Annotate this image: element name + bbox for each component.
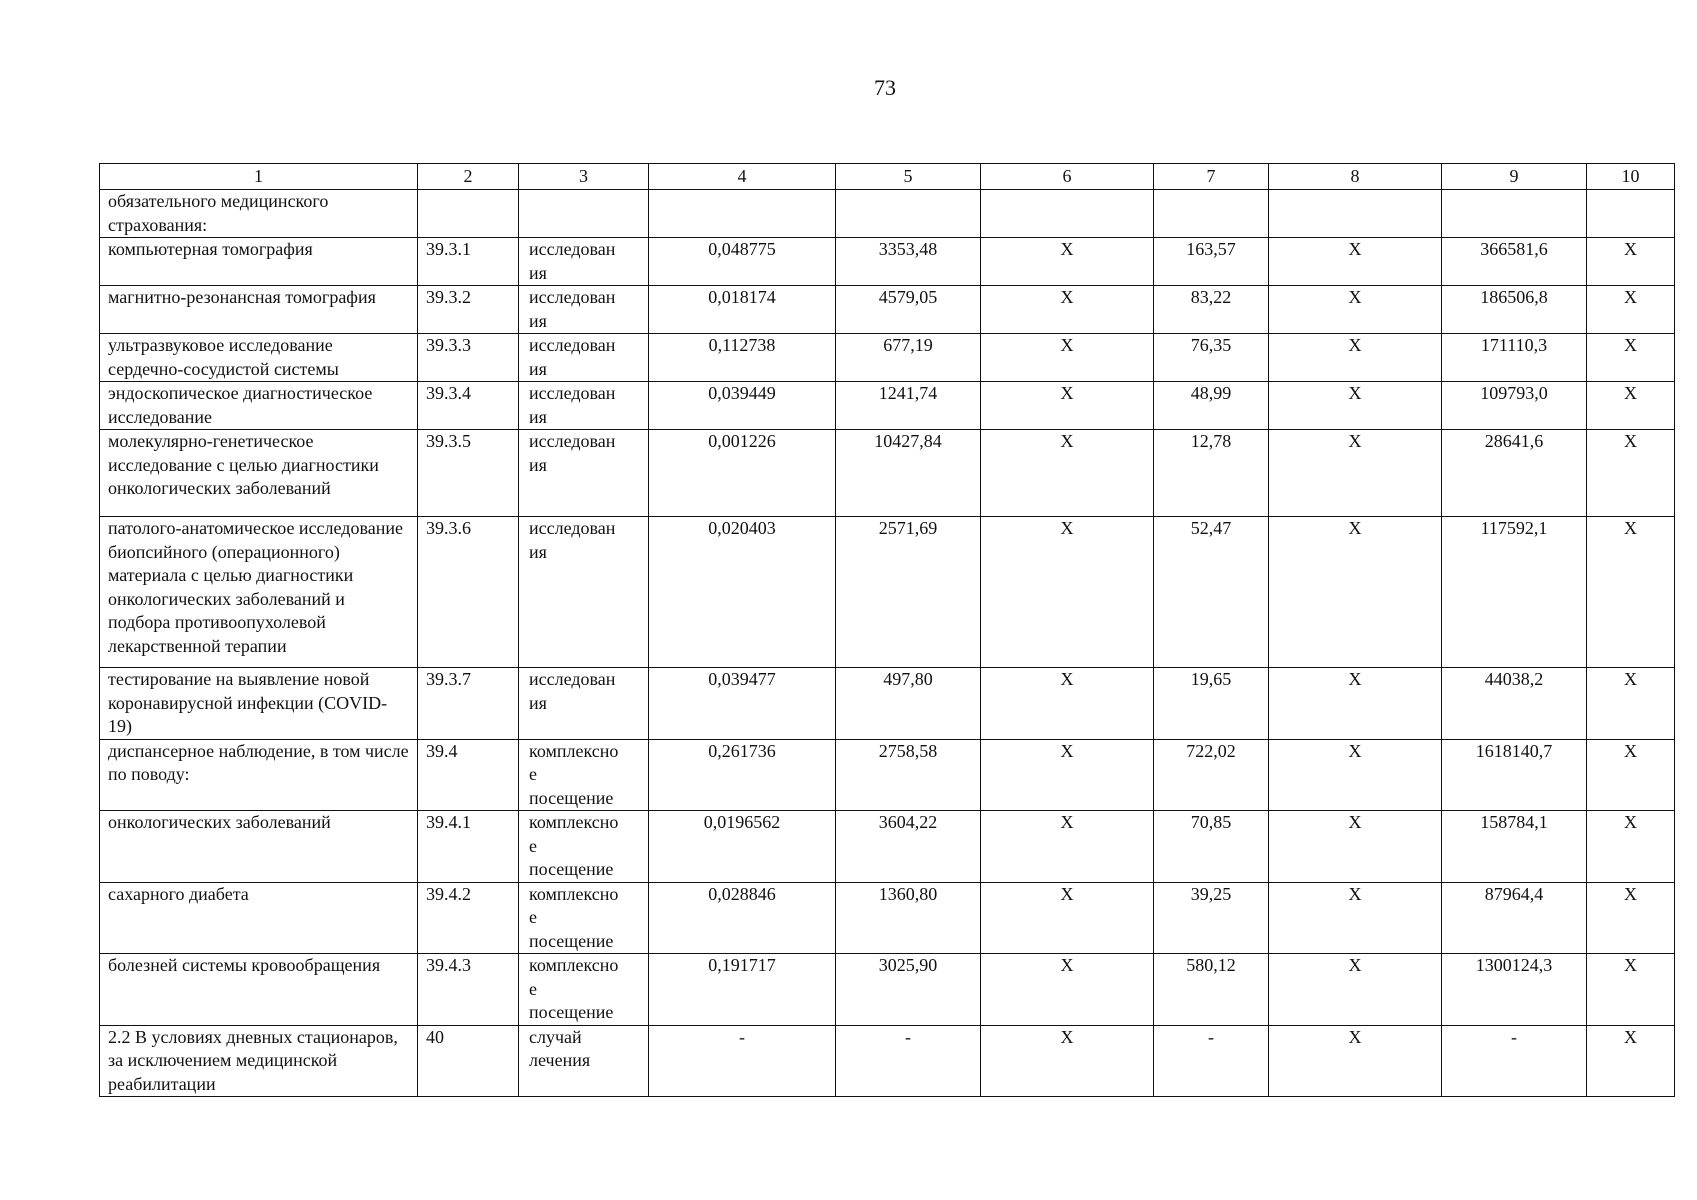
total-cost-cell bbox=[1442, 517, 1587, 668]
col10-cell bbox=[1587, 517, 1675, 668]
cell-text: болезней системы кровообращения bbox=[108, 955, 381, 975]
col6-cell bbox=[981, 1025, 1154, 1097]
cell-text: 1241,74 bbox=[878, 383, 938, 403]
col10-cell bbox=[1587, 739, 1675, 811]
total-cost-cell bbox=[1442, 238, 1587, 286]
cost-norm-cell bbox=[836, 517, 981, 668]
cell-text: X bbox=[1624, 239, 1637, 259]
code-cell bbox=[418, 882, 519, 954]
cell-text: комплексно е посещение bbox=[529, 812, 619, 879]
col6-cell bbox=[981, 954, 1154, 1026]
cell-text: 39.4.3 bbox=[426, 955, 471, 975]
description-cell bbox=[100, 811, 418, 883]
code-cell bbox=[418, 811, 519, 883]
cell-text: 0,028846 bbox=[708, 883, 776, 904]
header-cell: 6 bbox=[981, 164, 1154, 190]
cell-text: 10427,84 bbox=[874, 431, 942, 451]
description-cell bbox=[100, 1025, 418, 1097]
code-cell bbox=[418, 286, 519, 334]
description-cell bbox=[100, 882, 418, 954]
cell-text: 3353,48 bbox=[878, 239, 938, 259]
header-cell: 8 bbox=[1269, 164, 1442, 190]
cell-text: 0,018174 bbox=[708, 287, 776, 307]
cell-text: 76,35 bbox=[1190, 335, 1232, 355]
col6-cell bbox=[981, 668, 1154, 740]
table-row bbox=[100, 1025, 1675, 1097]
col10-cell bbox=[1587, 190, 1675, 238]
unit-cell bbox=[519, 954, 649, 1026]
cell-text: исследован ия bbox=[529, 239, 616, 283]
col10-cell bbox=[1587, 238, 1675, 286]
cost-norm-cell bbox=[836, 334, 981, 382]
cell-text: X bbox=[1060, 669, 1074, 689]
per-capita-cell bbox=[1154, 668, 1269, 740]
cell-text: 2.2 В условиях дневных стационаров, за исключением медицинской реабилитации bbox=[108, 1026, 398, 1094]
cell-text: 0,0196562 bbox=[703, 812, 781, 832]
description-cell bbox=[100, 382, 418, 430]
unit-cell bbox=[519, 334, 649, 382]
volume-norm-cell bbox=[649, 430, 836, 517]
table-row bbox=[100, 430, 1675, 517]
total-cost-cell bbox=[1442, 882, 1587, 954]
volume-norm-cell bbox=[649, 190, 836, 238]
cost-norm-cell bbox=[836, 190, 981, 238]
cell-text: X bbox=[1348, 1026, 1362, 1047]
cell-text: 117592,1 bbox=[1480, 518, 1548, 538]
code-cell bbox=[418, 517, 519, 668]
col6-cell bbox=[981, 739, 1154, 811]
col10-cell bbox=[1587, 334, 1675, 382]
cell-text: X bbox=[1348, 431, 1362, 451]
code-cell bbox=[418, 382, 519, 430]
header-cell: 10 bbox=[1587, 164, 1675, 190]
col8-cell bbox=[1269, 517, 1442, 668]
cell-text: 39.3.3 bbox=[426, 335, 471, 355]
description-cell bbox=[100, 954, 418, 1026]
unit-cell bbox=[519, 382, 649, 430]
header-cell: 1 bbox=[100, 164, 418, 190]
cell-text: 1360,80 bbox=[878, 883, 938, 904]
unit-cell bbox=[519, 190, 649, 238]
cell-text: эндоскопическое диагностическое исследование bbox=[108, 383, 373, 427]
cell-text: исследован ия bbox=[529, 335, 616, 379]
unit-cell bbox=[519, 517, 649, 668]
cell-text: X bbox=[1348, 518, 1362, 538]
cell-text: 39.4.2 bbox=[426, 883, 471, 904]
cell-text: X bbox=[1348, 383, 1362, 403]
table-row bbox=[100, 190, 1675, 238]
per-capita-cell bbox=[1154, 382, 1269, 430]
col10-cell bbox=[1587, 430, 1675, 517]
table-row bbox=[100, 238, 1675, 286]
cost-norm-cell bbox=[836, 430, 981, 517]
cell-text: исследован ия bbox=[529, 518, 616, 562]
cell-text: 366581,6 bbox=[1480, 239, 1548, 259]
cell-text: X bbox=[1060, 518, 1074, 538]
header-cell: 2 bbox=[418, 164, 519, 190]
cell-text: 0,020403 bbox=[708, 518, 776, 538]
page-number: 73 bbox=[874, 75, 896, 100]
cell-text: 0,048775 bbox=[708, 239, 776, 259]
volume-norm-cell bbox=[649, 517, 836, 668]
cell-text: X bbox=[1060, 1026, 1074, 1047]
col10-cell bbox=[1587, 1025, 1675, 1097]
cost-norm-cell bbox=[836, 238, 981, 286]
cost-norm-cell bbox=[836, 382, 981, 430]
col8-cell bbox=[1269, 334, 1442, 382]
cell-text: X bbox=[1624, 287, 1637, 307]
cell-text: патолого-анатомическое исследование биопсийного (операционного) материала с целью диагностики онкологических заболеваний и подбора противоопухолевой лекарственной терапии bbox=[108, 518, 403, 656]
cell-text: 0,112738 bbox=[708, 335, 776, 355]
col8-cell bbox=[1269, 668, 1442, 740]
description-cell bbox=[100, 334, 418, 382]
cell-text: 186506,8 bbox=[1480, 287, 1548, 307]
cell-text: 39.3.4 bbox=[426, 383, 471, 403]
cell-text: сахарного диабета bbox=[108, 883, 249, 904]
cell-text: 44038,2 bbox=[1484, 669, 1544, 689]
cell-text: исследован ия bbox=[529, 287, 616, 331]
cell-text: X bbox=[1060, 287, 1074, 307]
cell-text: ультразвуковое исследование сердечно-сосудистой системы bbox=[108, 335, 339, 379]
code-cell bbox=[418, 334, 519, 382]
unit-cell bbox=[519, 668, 649, 740]
cell-text: X bbox=[1060, 812, 1074, 832]
cell-text: - bbox=[1511, 1026, 1517, 1047]
volume-norm-cell bbox=[649, 334, 836, 382]
cell-text: 1618140,7 bbox=[1475, 740, 1553, 761]
col8-cell bbox=[1269, 286, 1442, 334]
total-cost-cell bbox=[1442, 430, 1587, 517]
cell-text: 12,78 bbox=[1190, 431, 1232, 451]
total-cost-cell bbox=[1442, 739, 1587, 811]
per-capita-cell bbox=[1154, 882, 1269, 954]
col6-cell bbox=[981, 811, 1154, 883]
cell-text: 1300124,3 bbox=[1475, 955, 1553, 975]
unit-cell bbox=[519, 238, 649, 286]
cell-text: исследован ия bbox=[529, 431, 616, 475]
cell-text: X bbox=[1624, 669, 1637, 689]
col6-cell bbox=[981, 382, 1154, 430]
code-cell bbox=[418, 190, 519, 238]
col10-cell bbox=[1587, 668, 1675, 740]
col8-cell bbox=[1269, 190, 1442, 238]
cost-norm-cell bbox=[836, 286, 981, 334]
per-capita-cell bbox=[1154, 430, 1269, 517]
col10-cell bbox=[1587, 882, 1675, 954]
col10-cell bbox=[1587, 286, 1675, 334]
cell-text: X bbox=[1060, 740, 1074, 761]
cell-text: диспансерное наблюдение, в том числе по поводу: bbox=[108, 740, 409, 784]
total-cost-cell bbox=[1442, 668, 1587, 740]
cell-text: 48,99 bbox=[1190, 383, 1232, 403]
col6-cell bbox=[981, 517, 1154, 668]
col6-cell bbox=[981, 334, 1154, 382]
description-cell bbox=[100, 739, 418, 811]
table-row bbox=[100, 382, 1675, 430]
cell-text: X bbox=[1624, 431, 1637, 451]
cell-text: 158784,1 bbox=[1480, 812, 1548, 832]
volume-norm-cell bbox=[649, 238, 836, 286]
code-cell bbox=[418, 668, 519, 740]
col8-cell bbox=[1269, 811, 1442, 883]
cell-text: 39.4.1 bbox=[426, 812, 471, 832]
per-capita-cell bbox=[1154, 286, 1269, 334]
total-cost-cell bbox=[1442, 954, 1587, 1026]
table-row bbox=[100, 811, 1675, 883]
code-cell bbox=[418, 1025, 519, 1097]
cell-text: обязательного медицинского страхования: bbox=[108, 191, 329, 235]
cell-text: исследован ия bbox=[529, 383, 616, 427]
cell-text: магнитно-резонансная томография bbox=[108, 287, 376, 307]
volume-norm-cell bbox=[649, 1025, 836, 1097]
header-cell: 3 bbox=[519, 164, 649, 190]
cell-text: 3025,90 bbox=[878, 955, 938, 975]
cell-text: 0,261736 bbox=[708, 740, 776, 761]
cell-text: X bbox=[1060, 883, 1074, 904]
total-cost-cell bbox=[1442, 286, 1587, 334]
per-capita-cell bbox=[1154, 238, 1269, 286]
unit-cell bbox=[519, 811, 649, 883]
cell-text: - bbox=[1208, 1026, 1214, 1047]
per-capita-cell bbox=[1154, 739, 1269, 811]
per-capita-cell bbox=[1154, 334, 1269, 382]
per-capita-cell bbox=[1154, 517, 1269, 668]
volume-norm-cell bbox=[649, 811, 836, 883]
cell-text: исследован ия bbox=[529, 669, 616, 713]
cell-text: 39.3.6 bbox=[426, 518, 471, 538]
table-row bbox=[100, 954, 1675, 1026]
cell-text: комплексно е посещение bbox=[529, 883, 619, 951]
cost-norm-cell bbox=[836, 739, 981, 811]
cell-text: X bbox=[1624, 383, 1637, 403]
description-cell bbox=[100, 238, 418, 286]
col6-cell bbox=[981, 286, 1154, 334]
cell-text: 39.3.2 bbox=[426, 287, 471, 307]
code-cell bbox=[418, 954, 519, 1026]
cell-text: 109793,0 bbox=[1480, 383, 1548, 403]
cell-text: 28641,6 bbox=[1484, 431, 1544, 451]
cell-text: 39.3.1 bbox=[426, 239, 471, 259]
per-capita-cell bbox=[1154, 1025, 1269, 1097]
cost-norm-cell bbox=[836, 954, 981, 1026]
col8-cell bbox=[1269, 882, 1442, 954]
code-cell bbox=[418, 238, 519, 286]
per-capita-cell bbox=[1154, 811, 1269, 883]
unit-cell bbox=[519, 739, 649, 811]
cell-text: 163,57 bbox=[1186, 239, 1236, 259]
col8-cell bbox=[1269, 238, 1442, 286]
col8-cell bbox=[1269, 954, 1442, 1026]
cell-text: X bbox=[1624, 1026, 1637, 1047]
description-cell bbox=[100, 286, 418, 334]
cell-text: комплексно е посещение bbox=[529, 740, 619, 808]
cell-text: - bbox=[739, 1026, 745, 1047]
cell-text: 580,12 bbox=[1186, 955, 1236, 975]
total-cost-cell bbox=[1442, 382, 1587, 430]
volume-norm-cell bbox=[649, 286, 836, 334]
volume-norm-cell bbox=[649, 882, 836, 954]
header-cell: 5 bbox=[836, 164, 981, 190]
cell-text: X bbox=[1348, 335, 1362, 355]
cell-text: X bbox=[1624, 812, 1637, 832]
per-capita-cell bbox=[1154, 954, 1269, 1026]
description-cell bbox=[100, 517, 418, 668]
cell-text: 0,039449 bbox=[708, 383, 776, 403]
col6-cell bbox=[981, 190, 1154, 238]
col8-cell bbox=[1269, 430, 1442, 517]
table-row bbox=[100, 668, 1675, 740]
cell-text: X bbox=[1348, 287, 1362, 307]
cell-text: 52,47 bbox=[1190, 518, 1232, 538]
cell-text: X bbox=[1060, 955, 1074, 975]
total-cost-cell bbox=[1442, 190, 1587, 238]
cell-text: X bbox=[1624, 883, 1637, 904]
cell-text: X bbox=[1060, 335, 1074, 355]
cell-text: 2571,69 bbox=[878, 518, 938, 538]
data-table bbox=[99, 163, 1675, 1097]
cell-text: 83,22 bbox=[1190, 287, 1232, 307]
cost-norm-cell bbox=[836, 811, 981, 883]
unit-cell bbox=[519, 430, 649, 517]
col10-cell bbox=[1587, 954, 1675, 1026]
cost-norm-cell bbox=[836, 1025, 981, 1097]
cell-text: 3604,22 bbox=[878, 812, 938, 832]
description-cell bbox=[100, 430, 418, 517]
cell-text: 0,191717 bbox=[708, 955, 776, 975]
cell-text: 19,65 bbox=[1190, 669, 1232, 689]
description-cell bbox=[100, 668, 418, 740]
cost-norm-cell bbox=[836, 882, 981, 954]
table-row bbox=[100, 517, 1675, 668]
col8-cell bbox=[1269, 1025, 1442, 1097]
cell-text: X bbox=[1348, 740, 1362, 761]
header-cell: 7 bbox=[1154, 164, 1269, 190]
code-cell bbox=[418, 430, 519, 517]
unit-cell bbox=[519, 882, 649, 954]
cell-text: X bbox=[1348, 812, 1362, 832]
cell-text: X bbox=[1624, 740, 1637, 761]
table-row bbox=[100, 334, 1675, 382]
cell-text: X bbox=[1624, 518, 1637, 538]
per-capita-cell bbox=[1154, 190, 1269, 238]
cell-text: 87964,4 bbox=[1484, 883, 1544, 904]
cell-text: онкологических заболеваний bbox=[108, 812, 331, 832]
col10-cell bbox=[1587, 811, 1675, 883]
header-row bbox=[100, 164, 1675, 190]
col10-cell bbox=[1587, 382, 1675, 430]
cell-text: 677,19 bbox=[883, 335, 933, 355]
cell-text: тестирование на выявление новой коронавирусной инфекции (COVID-19) bbox=[108, 669, 388, 736]
cell-text: 4579,05 bbox=[878, 287, 938, 307]
cell-text: X bbox=[1060, 239, 1074, 259]
volume-norm-cell bbox=[649, 954, 836, 1026]
cell-text: 171110,3 bbox=[1480, 335, 1548, 355]
cell-text: случай лечения bbox=[529, 1026, 591, 1070]
cell-text: 70,85 bbox=[1190, 812, 1232, 832]
header-cell: 9 bbox=[1442, 164, 1587, 190]
col8-cell bbox=[1269, 382, 1442, 430]
table-row bbox=[100, 286, 1675, 334]
cell-text: комплексно е посещение bbox=[529, 955, 619, 1022]
total-cost-cell bbox=[1442, 811, 1587, 883]
cell-text: X bbox=[1348, 239, 1362, 259]
unit-cell bbox=[519, 286, 649, 334]
col6-cell bbox=[981, 430, 1154, 517]
cell-text: 722,02 bbox=[1186, 740, 1236, 761]
total-cost-cell bbox=[1442, 334, 1587, 382]
table-row bbox=[100, 882, 1675, 954]
cell-text: 39.3.5 bbox=[426, 431, 471, 451]
cell-text: X bbox=[1348, 955, 1362, 975]
description-cell bbox=[100, 190, 418, 238]
cell-text: компьютерная томография bbox=[108, 239, 313, 259]
cell-text: X bbox=[1060, 383, 1074, 403]
cell-text: X bbox=[1348, 669, 1362, 689]
cell-text: 0,039477 bbox=[708, 669, 776, 689]
cell-text: X bbox=[1624, 955, 1637, 975]
volume-norm-cell bbox=[649, 382, 836, 430]
cost-norm-cell bbox=[836, 668, 981, 740]
cell-text: 39.3.7 bbox=[426, 669, 471, 689]
col6-cell bbox=[981, 238, 1154, 286]
cell-text: X bbox=[1624, 335, 1637, 355]
cell-text: 39.4 bbox=[426, 740, 458, 761]
cell-text: 2758,58 bbox=[878, 740, 938, 761]
cell-text: молекулярно-генетическое исследование с целью диагностики онкологических заболеваний bbox=[108, 431, 379, 498]
total-cost-cell bbox=[1442, 1025, 1587, 1097]
cell-text: 0,001226 bbox=[708, 431, 776, 451]
table-row bbox=[100, 739, 1675, 811]
cell-text: 497,80 bbox=[883, 669, 933, 689]
header-cell: 4 bbox=[649, 164, 836, 190]
cell-text: 39,25 bbox=[1190, 883, 1232, 904]
cell-text: 40 bbox=[426, 1026, 444, 1047]
code-cell bbox=[418, 739, 519, 811]
col8-cell bbox=[1269, 739, 1442, 811]
volume-norm-cell bbox=[649, 739, 836, 811]
cell-text: - bbox=[905, 1026, 911, 1047]
col6-cell bbox=[981, 882, 1154, 954]
volume-norm-cell bbox=[649, 668, 836, 740]
cell-text: X bbox=[1060, 431, 1074, 451]
cell-text: X bbox=[1348, 883, 1362, 904]
unit-cell bbox=[519, 1025, 649, 1097]
